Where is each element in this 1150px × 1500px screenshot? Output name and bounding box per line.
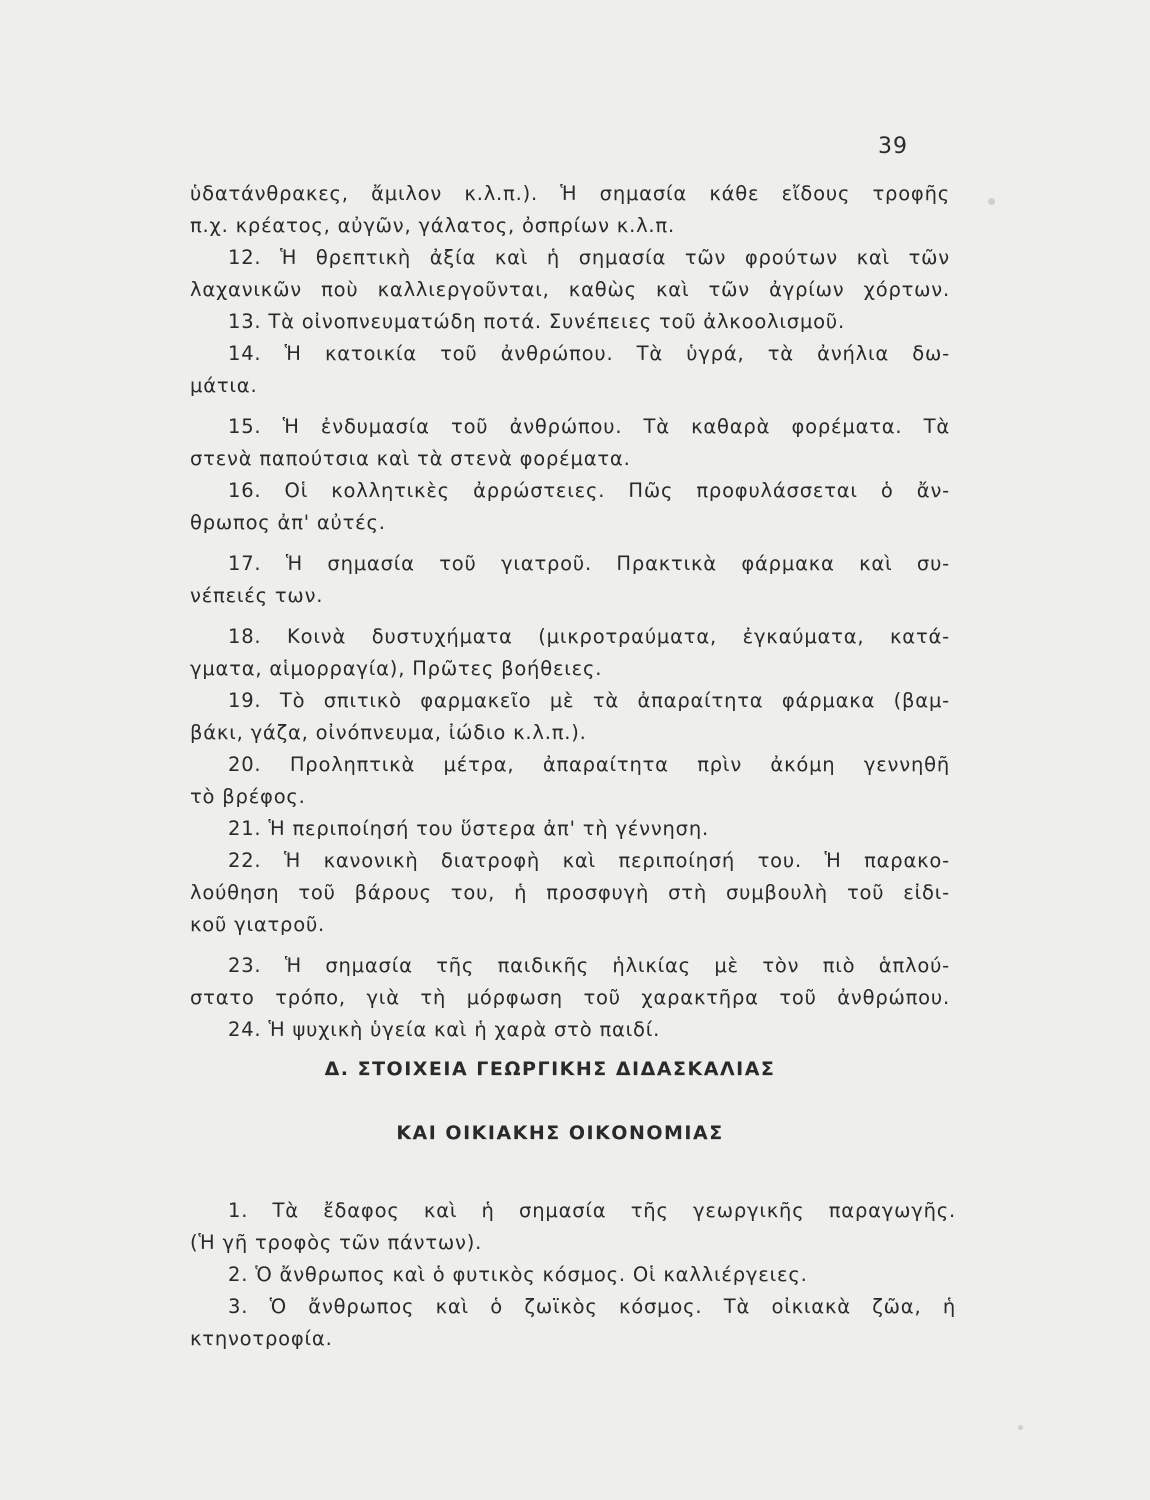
text-line: 19. Τὸ σπιτικὸ φαρμακεῖο μὲ τὰ ἀπαραίτητα φάρμακα (βαμ- — [228, 689, 950, 712]
text-line: βάκι, γάζα, οἰνόπνευμα, ἰώδιο κ.λ.π.). — [190, 721, 587, 744]
text-line: λαχανικῶν ποὺ καλλιεργοῦνται, καθὼς καὶ τῶν ἀγρίων χόρτων. — [190, 278, 950, 301]
paper-speck — [988, 198, 995, 205]
text-line: ὑδατάνθρακες, ἄμιλον κ.λ.π.). Ἡ σημασία κάθε εἴδους τροφῆς — [190, 182, 950, 205]
text-line: 16. Οἱ κολλητικὲς ἀρρώστειες. Πῶς προφυλάσσεται ὁ ἄν- — [228, 479, 950, 502]
text-line: στατο τρόπο, γιὰ τὴ μόρφωση τοῦ χαρακτῆρα τοῦ ἀνθρώπου. — [190, 986, 950, 1009]
text-line: κτηνοτροφία. — [190, 1327, 333, 1350]
text-line: 24. Ἡ ψυχικὴ ὑγεία καὶ ἡ χαρὰ στὸ παιδί. — [228, 1018, 661, 1041]
text-line: 13. Τὰ οἰνοπνευματώδη ποτά. Συνέπειες τοῦ ἀλκοολισμοῦ. — [228, 310, 845, 333]
text-line: (Ἡ γῆ τροφὸς τῶν πάντων). — [190, 1231, 483, 1254]
section-text-2 — [190, 1195, 956, 1355]
text-line: νέπειές των. — [190, 584, 324, 607]
text-line: μάτια. — [190, 374, 258, 397]
text-line: στενὰ παπούτσια καὶ τὰ στενὰ φορέματα. — [190, 447, 631, 470]
text-line: π.χ. κρέατος, αὐγῶν, γάλατος, ὀσπρίων κ.λ.π. — [190, 214, 675, 237]
text-line: 12. Ἡ θρεπτικὴ ἀξία καὶ ἡ σημασία τῶν φρούτων καὶ τῶν — [228, 246, 950, 269]
text-line: 20. Προληπτικὰ μέτρα, ἀπαραίτητα πρὶν ἀκόμη γεννηθῆ — [228, 753, 950, 776]
paper-speck — [1018, 1425, 1023, 1430]
text-line: 22. Ἡ κανονικὴ διατροφὴ καὶ περιποίησή του. Ἡ παρακο- — [228, 849, 950, 872]
text-line: 15. Ἡ ἐνδυμασία τοῦ ἀνθρώπου. Τὰ καθαρὰ φορέματα. Τὰ — [228, 415, 950, 438]
text-line: γματα, αἱμορραγία), Πρῶτες βοήθειες. — [190, 657, 603, 680]
text-line: 18. Κοινὰ δυστυχήματα (μικροτραύματα, ἐγκαύματα, κατά- — [228, 625, 950, 648]
text-line: 14. Ἡ κατοικία τοῦ ἀνθρώπου. Τὰ ὑγρά, τὰ ἀνήλια δω- — [228, 342, 950, 365]
text-line: 17. Ἡ σημασία τοῦ γιατροῦ. Πρακτικὰ φάρμακα καὶ συ- — [228, 552, 950, 575]
section-text-1 — [190, 178, 950, 1046]
text-line: 1. Τὰ ἔδαφος καὶ ἡ σημασία τῆς γεωργικῆς παραγωγῆς. — [228, 1199, 956, 1222]
text-line: 3. Ὁ ἄνθρωπος καὶ ὁ ζωϊκὸς κόσμος. Τὰ οἰκιακὰ ζῶα, ἡ — [228, 1295, 956, 1318]
text-line: 23. Ἡ σημασία τῆς παιδικῆς ἡλικίας μὲ τὸν πιὸ ἁπλού- — [228, 954, 950, 977]
text-line: τὸ βρέφος. — [190, 785, 306, 808]
section-heading-line-1: Δ. ΣΤΟΙΧΕΙΑ ΓΕΩΡΓΙΚΗΣ ΔΙΔΑΣΚΑΛΙΑΣ — [324, 1058, 776, 1080]
text-line: 21. Ἡ περιποίησή του ὕστερα ἀπ' τὴ γέννηση. — [228, 817, 709, 840]
text-line: θρωπος ἀπ' αὐτές. — [190, 511, 386, 534]
page-number: 39 — [878, 134, 908, 159]
text-line: κοῦ γιατροῦ. — [190, 913, 326, 936]
text-line: 2. Ὁ ἄνθρωπος καὶ ὁ φυτικὸς κόσμος. Οἱ καλλιέργειες. — [228, 1263, 808, 1286]
text-line: λούθηση τοῦ βάρους του, ἡ προσφυγὴ στὴ συμβουλὴ τοῦ εἰδι- — [190, 881, 950, 904]
section-heading-line-2: ΚΑΙ ΟΙΚΙΑΚΗΣ ΟΙΚΟΝΟΜΙΑΣ — [396, 1122, 724, 1144]
